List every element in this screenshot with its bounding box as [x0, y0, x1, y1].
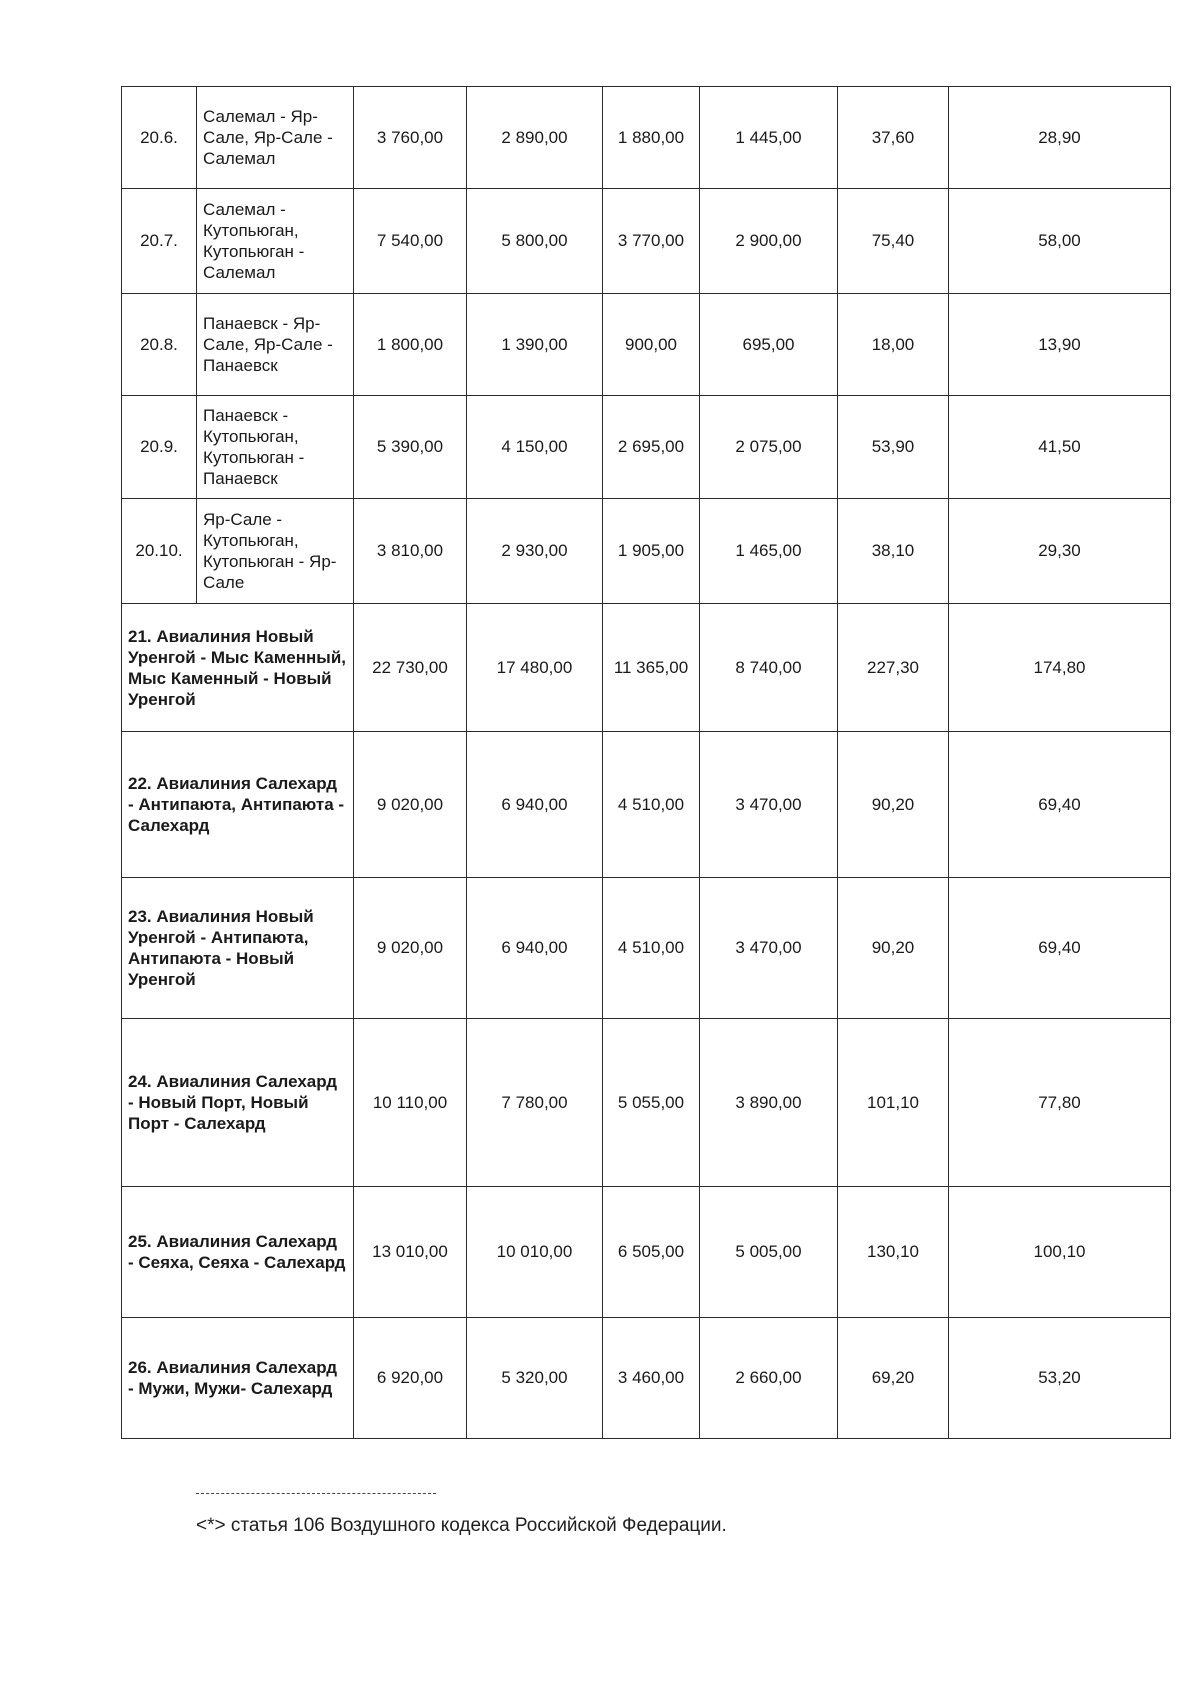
price-cell: 28,90	[949, 87, 1171, 189]
price-cell: 18,00	[838, 294, 949, 396]
price-cell: 2 660,00	[700, 1318, 838, 1439]
price-cell: 1 905,00	[603, 499, 700, 604]
table-row	[122, 1318, 1171, 1439]
airline-title: 23. Авиалиния Новый Уренгой - Антипаюта, Антипаюта - Новый Уренгой	[122, 878, 354, 1019]
price-cell: 5 320,00	[467, 1318, 603, 1439]
price-cell: 41,50	[949, 396, 1171, 499]
price-cell: 6 940,00	[467, 732, 603, 878]
price-cell: 7 780,00	[467, 1019, 603, 1187]
price-cell: 227,30	[838, 604, 949, 732]
price-cell: 29,30	[949, 499, 1171, 604]
price-cell: 90,20	[838, 732, 949, 878]
price-cell: 37,60	[838, 87, 949, 189]
price-cell: 58,00	[949, 189, 1171, 294]
table-row	[122, 294, 1171, 396]
price-cell: 53,90	[838, 396, 949, 499]
footnote-text: <*> статья 106 Воздушного кодекса Российской Федерации.	[196, 1515, 727, 1536]
price-cell: 10 110,00	[354, 1019, 467, 1187]
route-name: Панаевск - Кутопьюган, Кутопьюган - Панаевск	[197, 396, 354, 499]
price-cell: 3 770,00	[603, 189, 700, 294]
price-cell: 4 510,00	[603, 732, 700, 878]
row-number: 20.10.	[122, 499, 197, 604]
table-row	[122, 396, 1171, 499]
price-cell: 13,90	[949, 294, 1171, 396]
table-row	[122, 189, 1171, 294]
price-cell: 22 730,00	[354, 604, 467, 732]
price-cell: 77,80	[949, 1019, 1171, 1187]
price-cell: 90,20	[838, 878, 949, 1019]
price-cell: 1 445,00	[700, 87, 838, 189]
row-number: 20.8.	[122, 294, 197, 396]
price-cell: 101,10	[838, 1019, 949, 1187]
table-row	[122, 1187, 1171, 1318]
price-cell: 11 365,00	[603, 604, 700, 732]
price-cell: 10 010,00	[467, 1187, 603, 1318]
airline-title: 26. Авиалиния Салехард - Мужи, Мужи- Салехард	[122, 1318, 354, 1439]
airline-title: 21. Авиалиния Новый Уренгой - Мыс Каменный, Мыс Каменный - Новый Уренгой	[122, 604, 354, 732]
price-cell: 38,10	[838, 499, 949, 604]
table-row	[122, 878, 1171, 1019]
price-cell: 1 390,00	[467, 294, 603, 396]
price-cell: 1 465,00	[700, 499, 838, 604]
price-cell: 69,40	[949, 732, 1171, 878]
price-cell: 3 460,00	[603, 1318, 700, 1439]
price-cell: 695,00	[700, 294, 838, 396]
price-cell: 4 510,00	[603, 878, 700, 1019]
table-row	[122, 1019, 1171, 1187]
airline-title: 25. Авиалиния Салехард - Сеяха, Сеяха - Салехард	[122, 1187, 354, 1318]
price-cell: 2 900,00	[700, 189, 838, 294]
price-cell: 3 760,00	[354, 87, 467, 189]
price-cell: 5 055,00	[603, 1019, 700, 1187]
tariff-table	[121, 86, 1171, 1439]
price-cell: 13 010,00	[354, 1187, 467, 1318]
row-number: 20.6.	[122, 87, 197, 189]
price-cell: 8 740,00	[700, 604, 838, 732]
price-cell: 3 890,00	[700, 1019, 838, 1187]
price-cell: 2 695,00	[603, 396, 700, 499]
table-row	[122, 499, 1171, 604]
price-cell: 1 800,00	[354, 294, 467, 396]
route-name: Панаевск - Яр-Сале, Яр-Сале - Панаевск	[197, 294, 354, 396]
price-cell: 5 800,00	[467, 189, 603, 294]
price-cell: 4 150,00	[467, 396, 603, 499]
table-row	[122, 604, 1171, 732]
price-cell: 900,00	[603, 294, 700, 396]
row-number: 20.9.	[122, 396, 197, 499]
price-cell: 174,80	[949, 604, 1171, 732]
price-cell: 5 390,00	[354, 396, 467, 499]
price-cell: 6 920,00	[354, 1318, 467, 1439]
price-cell: 2 890,00	[467, 87, 603, 189]
price-cell: 3 810,00	[354, 499, 467, 604]
airline-title: 22. Авиалиния Салехард - Антипаюта, Антипаюта - Салехард	[122, 732, 354, 878]
airline-title: 24. Авиалиния Салехард - Новый Порт, Новый Порт - Салехард	[122, 1019, 354, 1187]
price-cell: 1 880,00	[603, 87, 700, 189]
route-name: Салемал - Яр-Сале, Яр-Сале - Салемал	[197, 87, 354, 189]
route-name: Яр-Сале - Кутопьюган, Кутопьюган - Яр-Сале	[197, 499, 354, 604]
row-number: 20.7.	[122, 189, 197, 294]
price-cell: 53,20	[949, 1318, 1171, 1439]
price-cell: 3 470,00	[700, 732, 838, 878]
price-cell: 9 020,00	[354, 732, 467, 878]
table-row	[122, 732, 1171, 878]
route-name: Салемал - Кутопьюган, Кутопьюган - Салемал	[197, 189, 354, 294]
price-cell: 100,10	[949, 1187, 1171, 1318]
price-cell: 2 930,00	[467, 499, 603, 604]
price-cell: 69,20	[838, 1318, 949, 1439]
price-cell: 69,40	[949, 878, 1171, 1019]
price-cell: 75,40	[838, 189, 949, 294]
price-cell: 7 540,00	[354, 189, 467, 294]
price-cell: 2 075,00	[700, 396, 838, 499]
price-cell: 3 470,00	[700, 878, 838, 1019]
price-cell: 6 505,00	[603, 1187, 700, 1318]
footnote-rule	[196, 1493, 436, 1494]
price-cell: 5 005,00	[700, 1187, 838, 1318]
price-cell: 130,10	[838, 1187, 949, 1318]
price-cell: 17 480,00	[467, 604, 603, 732]
table-row	[122, 87, 1171, 189]
price-cell: 9 020,00	[354, 878, 467, 1019]
price-cell: 6 940,00	[467, 878, 603, 1019]
